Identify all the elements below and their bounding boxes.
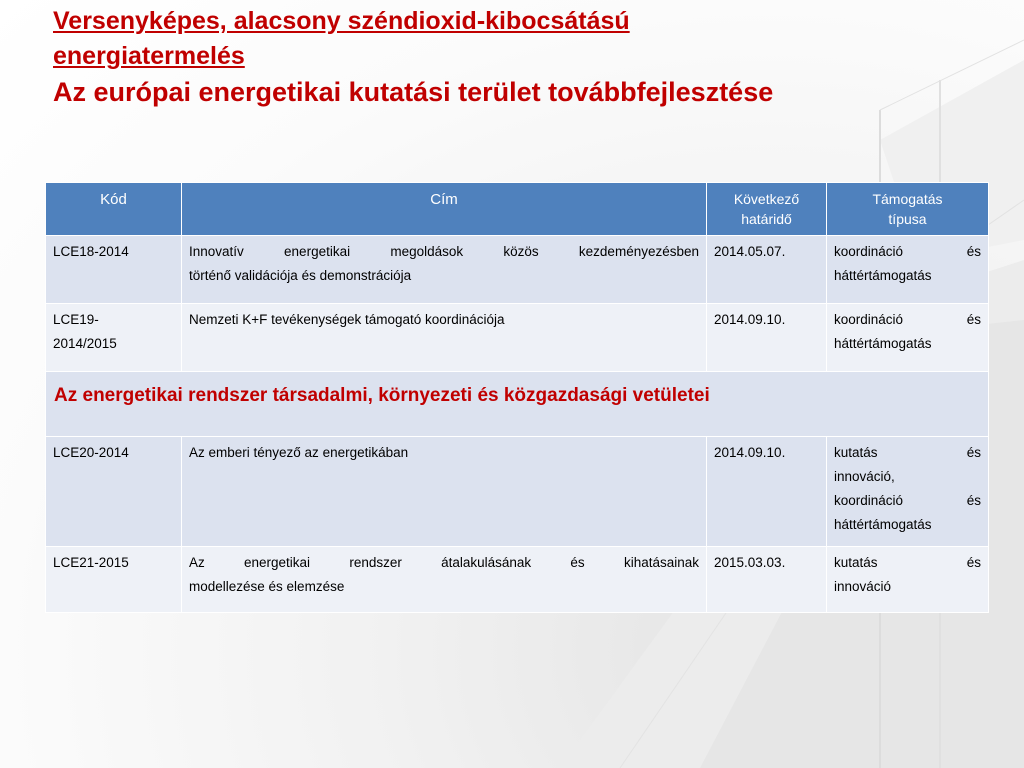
header-title: Cím bbox=[182, 183, 707, 236]
section-heading: Az energetikai rendszer társadalmi, környezeti és közgazdasági vetületei bbox=[46, 372, 989, 437]
table-row bbox=[46, 547, 989, 613]
cell-deadline: 2014.09.10. bbox=[707, 304, 827, 372]
cell-code: LCE20-2014 bbox=[46, 437, 182, 547]
title-line-3: Az európai energetikai kutatási terület továbbfejlesztése bbox=[53, 77, 774, 107]
cell-title-line-1: Az energetikai rendszer átalakulásának és kihatásainak bbox=[189, 555, 699, 570]
cell-title-line-1: Innovatív energetikai megoldások közös kezdeményezésben bbox=[189, 244, 699, 259]
header-deadline-line-1: Következő bbox=[733, 191, 800, 207]
cell-deadline: 2014.09.10. bbox=[707, 437, 827, 547]
title-line-1: Versenyképes, alacsony széndioxid-kibocsátású bbox=[53, 7, 630, 35]
cell-title: Nemzeti K+F tevékenységek támogató koordinációja bbox=[182, 304, 707, 372]
cell-code: LCE21-2015 bbox=[46, 547, 182, 613]
cell-support-line-2: háttértámogatás bbox=[834, 268, 932, 283]
call-topics-table bbox=[45, 182, 989, 613]
cell-support-line-1: kutatás és bbox=[834, 555, 981, 570]
cell-code-line-1: LCE19- bbox=[53, 312, 99, 327]
cell-deadline: 2014.05.07. bbox=[707, 236, 827, 304]
cell-support-line-1: koordináció és bbox=[834, 244, 981, 259]
cell-support-line-2: innováció, bbox=[834, 469, 895, 484]
header-code: Kód bbox=[46, 183, 182, 236]
cell-support-line-2: háttértámogatás bbox=[834, 336, 932, 351]
cell-title: Az emberi tényező az energetikában bbox=[182, 437, 707, 547]
table-row bbox=[46, 236, 989, 304]
cell-support-line-2: innováció bbox=[834, 579, 892, 594]
table-row bbox=[46, 437, 989, 547]
slide-title bbox=[53, 4, 1013, 111]
table-header-row bbox=[46, 183, 989, 236]
header-deadline-line-2: határidő bbox=[741, 211, 792, 227]
cell-title-line-2: történő validációja és demonstrációja bbox=[189, 268, 412, 283]
cell-support-line-4: háttértámogatás bbox=[834, 517, 932, 532]
cell-code bbox=[46, 304, 182, 372]
cell-code: LCE18-2014 bbox=[46, 236, 182, 304]
cell-title-line-2: modellezése és elemzése bbox=[189, 579, 345, 594]
cell-support-type bbox=[827, 437, 989, 547]
cell-title bbox=[182, 547, 707, 613]
header-support-line-2: típusa bbox=[888, 211, 927, 227]
cell-support-type bbox=[827, 236, 989, 304]
header-deadline bbox=[707, 183, 827, 236]
cell-support-type bbox=[827, 547, 989, 613]
cell-deadline: 2015.03.03. bbox=[707, 547, 827, 613]
cell-code-line-2: 2014/2015 bbox=[53, 336, 117, 351]
cell-support-line-1: kutatás és bbox=[834, 445, 981, 460]
cell-title bbox=[182, 236, 707, 304]
cell-support-line-1: koordináció és bbox=[834, 312, 981, 327]
section-heading-row bbox=[46, 372, 989, 437]
cell-support-type bbox=[827, 304, 989, 372]
header-support-type bbox=[827, 183, 989, 236]
header-support-line-1: Támogatás bbox=[872, 191, 943, 207]
table-row bbox=[46, 304, 989, 372]
cell-support-line-3: koordináció és bbox=[834, 493, 981, 508]
title-line-2: energiatermelés bbox=[53, 42, 245, 70]
